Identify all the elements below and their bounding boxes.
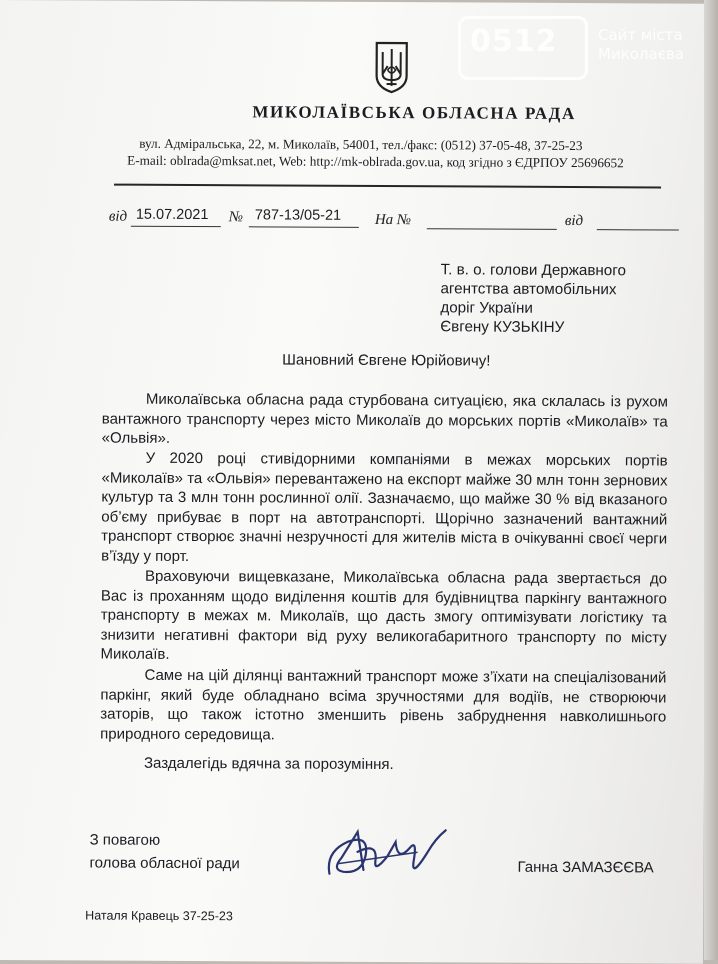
tryzub-icon (374, 40, 410, 94)
org-contacts: E-mail: oblrada@mksat.net, Web: http://mk-oblrada.gov.ua, код згідно з ЄДРПОУ 25696652 (127, 152, 624, 171)
watermark-number: 0512 (470, 24, 558, 59)
page-edge (704, 0, 718, 960)
handwritten-signature (317, 812, 457, 888)
number-label: № (228, 209, 244, 226)
org-name: МИКОЛАЇВСЬКА ОБЛАСНА РАДА (252, 102, 576, 124)
recipient-line: доріг України (440, 299, 533, 317)
closing-phrase: З повагою (89, 831, 161, 849)
body-paragraph: Миколаївська обласна рада стурбована ситуацією, яка склалась із рухом вантажного транспорту через місто Миколаїв до морських портів «Миколаїв» та «Ольвія». (101, 390, 668, 447)
recipient-line: агентства автомобільних (440, 280, 617, 299)
recipient-block (440, 260, 626, 337)
site-watermark (456, 14, 718, 84)
letter-date: 15.07.2021 (135, 206, 209, 224)
signer-name: Ганна ЗАМАЗЄЄВА (517, 858, 654, 877)
from-label: від (108, 208, 128, 225)
recipient-line: Т. в. о. голови Державного (440, 261, 626, 280)
letterhead-divider (114, 184, 661, 189)
watermark-text: Сайт міста Миколаєва (598, 26, 684, 63)
body-paragraph: У 2020 році стивідорними компаніями в межах морських портів «Миколаїв» та «Ольвія» перевантажено на експорт майже 30 млн тонн зернових культур та 3 млн тонн рослинної олії. Зазначаємо, що майже 30 % від вказаного об’єму прибуває в порт на автотранспорті. Щорічно зазначений вантажний транспорт створює значні незручності для жителів міста в очікуванні своєї черги в’їзду у порт. (101, 449, 668, 565)
body-paragraph: Враховуючи вищевказане, Миколаївська обласна рада звертається до Вас із проханням щодо виділення коштів для будівництва паркінгу вантажного транспорту в межах м. Миколаїв, що дасть змогу оптимізувати логістику та знизити негативні фактори від руху великогабаритного транспорту по місту Миколаїв. (100, 567, 668, 663)
body-paragraph: Саме на цій ділянці вантажний транспорт може з’їхати на спеціалізований паркінг, який буде обладнано всіма зручностями для водіїв, не створюючи заторів, що також істотно зменшить рівень забруднення навколишнього природного середовища. (100, 666, 667, 743)
recipient-name: Євгену КУЗЬКІНУ (440, 318, 565, 336)
executor-info: Наталя Кравець 37-25-23 (85, 908, 233, 924)
letter-number: 787-13/05-21 (254, 207, 342, 224)
body-paragraph: Заздалегідь вдячна за порозуміння. (143, 754, 394, 774)
in-reply-label: На № (374, 211, 412, 229)
salutation: Шановний Євгене Юрійовичу! (282, 351, 491, 370)
signer-title: голова обласної ради (89, 854, 240, 873)
org-address: вул. Адміральська, 22, м. Миколаїв, 54001, тел./факс: (0512) 37-05-48, 37-25-23 (139, 135, 583, 154)
reply-date-label: від (564, 212, 584, 230)
